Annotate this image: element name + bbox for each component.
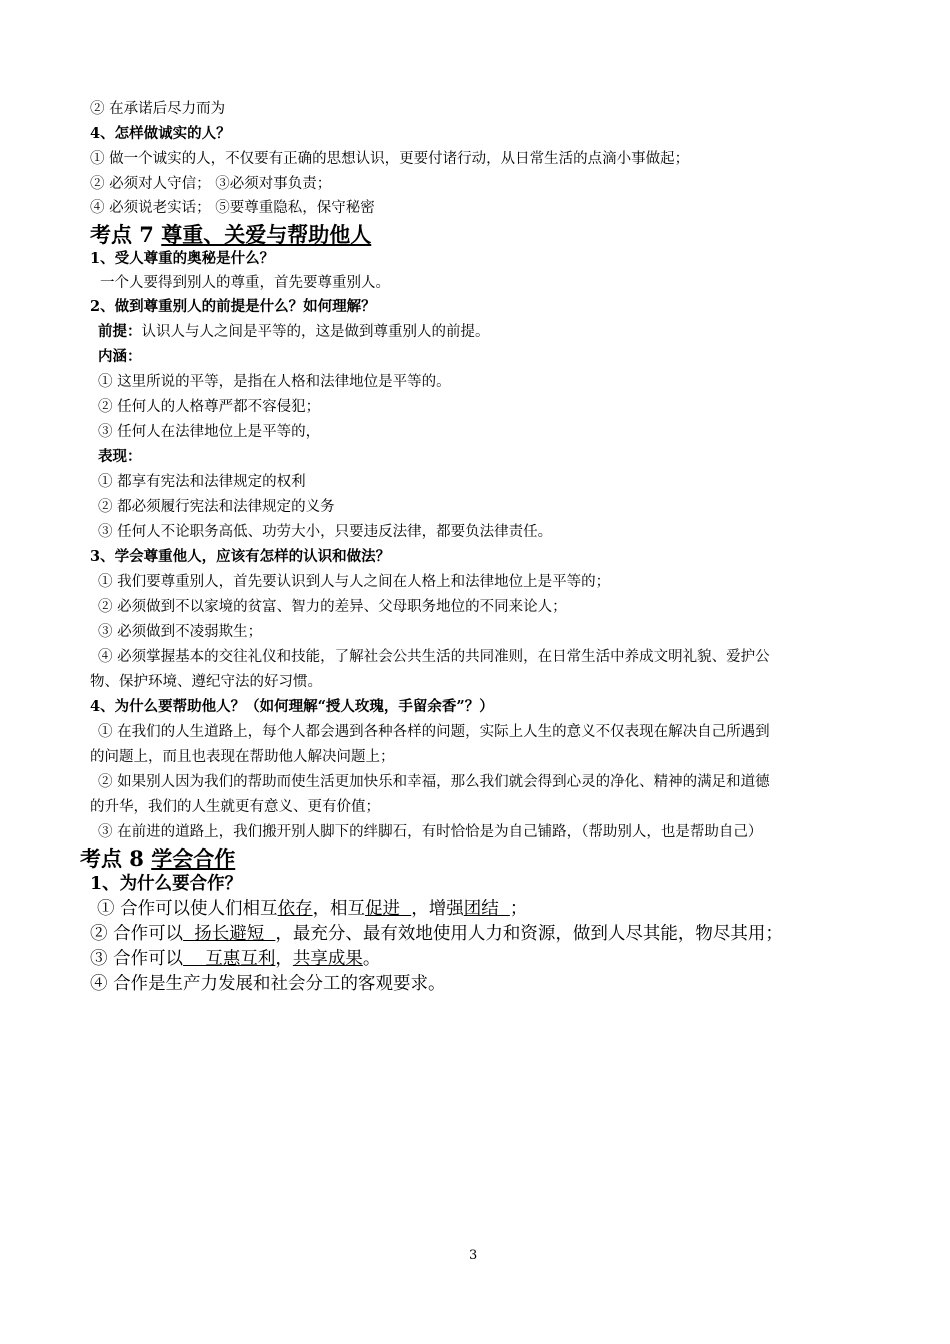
text-segment: ，最充分、最有效地使用人力和资源，做到人尽其能，物尽其用； [275, 924, 783, 944]
text-segment: ③ 合作可以 [90, 949, 184, 969]
section-heading-8 [80, 846, 235, 872]
answer-blank: 团结 [463, 899, 510, 919]
text-line: ① 这里所说的平等，是指在人格和法律地位是平等的。 [98, 374, 451, 390]
question-heading: 4、怎样做诚实的人？ [90, 125, 231, 142]
answer-blank: 共享成果 [292, 949, 363, 969]
term-label: 内涵： [98, 348, 142, 365]
text-line: ① 都享有宪法和法律规定的权利 [98, 474, 306, 490]
term-label: 前提： [98, 323, 142, 340]
text-line: ④ 必须掌握基本的交往礼仪和技能，了解社会公共生活的共同准则，在日常生活中养成文明礼貌、爱护公 [98, 649, 770, 665]
section-title: 学会合作 [151, 846, 236, 871]
text-line [98, 322, 490, 342]
text-line [90, 947, 380, 971]
text-line: ① 做一个诚实的人，不仅要有正确的思想认识，更要付诸行动，从日常生活的点滴小事做起； [90, 151, 690, 167]
answer-blank: 扬长避短 [183, 924, 276, 944]
text-line: ② 必须做到不以家境的贫富、智力的差异、父母职务地位的不同来论人； [98, 599, 567, 615]
text-segment: ， [275, 949, 293, 969]
text-line: ① 在我们的人生道路上，每个人都会遇到各种各样的问题，实际上人生的意义不仅表现在解决自己所遇到 [98, 724, 770, 740]
text-line: 的问题上，而且也表现在帮助他人解决问题上； [90, 749, 395, 765]
text-line: ③ 任何人在法律地位上是平等的， [98, 424, 321, 440]
question-heading: 3、学会尊重他人，应该有怎样的认识和做法？ [90, 548, 391, 565]
text-line: ③ 必须做到不凌弱欺生； [98, 624, 263, 640]
text-segment: ； [509, 899, 528, 919]
term-text: 认识人与人之间是平等的，这是做到尊重别人的前提。 [141, 324, 490, 340]
term-label: 表现： [98, 448, 142, 465]
text-line [97, 897, 527, 921]
text-line: ② 都必须履行宪法和法律规定的义务 [98, 499, 335, 515]
text-line [90, 922, 783, 946]
answer-blank: 互惠互利 [183, 949, 276, 969]
text-line: 物、保护环境、遵纪守法的好习惯。 [90, 674, 322, 690]
section-number: 考点 7 [90, 222, 162, 247]
text-segment: 。 [362, 949, 381, 969]
section-heading-7 [90, 222, 371, 248]
text-line: 的升华，我们的人生就更有意义、更有价值； [90, 799, 380, 815]
text-line: ② 任何人的人格尊严都不容侵犯； [98, 399, 321, 415]
text-line: ② 如果别人因为我们的帮助而使生活更加快乐和幸福，那么我们就会得到心灵的净化、精神的满足和道德 [98, 774, 770, 790]
answer-blank: 促进 [365, 899, 412, 919]
text-line: ④ 必须说老实话； ⑤要尊重隐私，保守秘密 [90, 200, 375, 216]
text-line: ③ 在前进的道路上，我们搬开别人脚下的绊脚石，有时恰恰是为自己铺路，（帮助别人，也是帮助自己） [98, 824, 763, 840]
text-line: ① 我们要尊重别人，首先要认识到人与人之间在人格上和法律地位上是平等的； [98, 574, 611, 590]
text-line: ③ 任何人不论职务高低、功劳大小，只要违反法律，都要负法律责任。 [98, 524, 553, 540]
text-line: ② 在承诺后尽力而为 [90, 101, 226, 117]
text-line: 一个人要得到别人的尊重，首先要尊重别人。 [100, 275, 390, 291]
text-line: ④ 合作是生产力发展和社会分工的客观要求。 [90, 974, 446, 994]
text-segment: ② 合作可以 [90, 924, 184, 944]
page-number: 3 [469, 1248, 478, 1263]
question-heading: 4、为什么要帮助他人？（如何理解“授人玫瑰，手留余香”？） [90, 698, 494, 715]
text-segment: ，增强 [411, 899, 464, 919]
answer-blank: 依存 [277, 899, 313, 919]
question-heading: 2、做到尊重别人的前提是什么？如何理解？ [90, 298, 376, 315]
question-heading: 1、为什么要合作？ [90, 874, 243, 894]
text-segment: ，相互 [312, 899, 366, 919]
text-line: ② 必须对人守信； ③必须对事负责； [90, 176, 332, 192]
section-number: 考点 8 [80, 846, 152, 871]
section-title: 尊重、关爱与帮助他人 [161, 222, 372, 247]
question-heading: 1、受人尊重的奥秘是什么？ [90, 250, 275, 267]
text-segment: ① 合作可以使人们相互 [97, 899, 278, 919]
